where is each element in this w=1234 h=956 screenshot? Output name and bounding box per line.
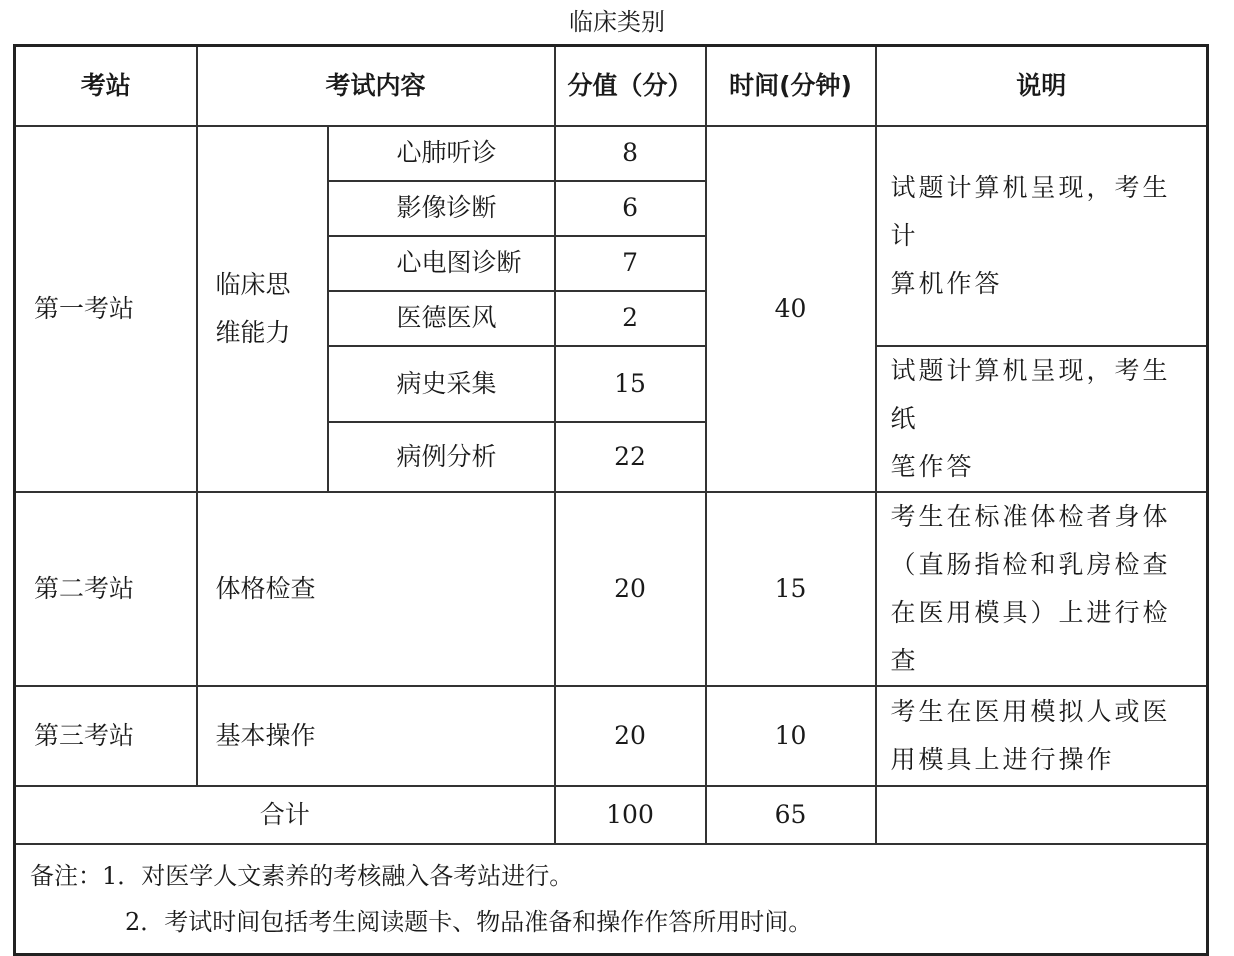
header-station: 考站 — [15, 46, 197, 126]
station2-note-line1: 考生在标准体检者身体 — [890, 501, 1171, 531]
item-score: 8 — [555, 126, 706, 181]
remark-line1: 备注：1．对医学人文素养的考核融入各考站进行。 — [30, 861, 574, 890]
station1-name: 第一考站 — [15, 126, 197, 492]
station1-note-a-line2: 算机作答 — [890, 268, 1003, 298]
item-label: 心肺听诊 — [328, 126, 555, 181]
item-score: 22 — [555, 422, 706, 492]
item-score: 15 — [555, 346, 706, 422]
header-note: 说明 — [876, 46, 1208, 126]
table-row — [15, 686, 1208, 786]
total-note — [876, 786, 1208, 844]
station1-note-b-line2: 笔作答 — [890, 451, 975, 481]
station3-score: 20 — [555, 686, 706, 786]
station2-score: 20 — [555, 492, 706, 686]
total-row — [15, 786, 1208, 844]
station1-category — [197, 126, 328, 492]
station3-name: 第三考站 — [15, 686, 197, 786]
item-score: 6 — [555, 181, 706, 236]
station2-name: 第二考站 — [15, 492, 197, 686]
station3-note — [876, 686, 1208, 786]
station2-time: 15 — [706, 492, 876, 686]
header-score: 分值（分） — [555, 46, 706, 126]
remarks-row — [15, 844, 1208, 955]
station1-note-b — [876, 346, 1208, 492]
header-row — [15, 46, 1208, 126]
station2-note-line3: 在医用模具）上进行检查 — [890, 597, 1171, 675]
station1-category-line2: 维能力 — [215, 317, 291, 347]
station2-note-line2: （直肠指检和乳房检查 — [890, 549, 1171, 579]
station3-note-line2: 用模具上进行操作 — [890, 744, 1115, 774]
station2-note — [876, 492, 1208, 686]
station3-content: 基本操作 — [197, 686, 555, 786]
item-score: 7 — [555, 236, 706, 291]
item-label: 病史采集 — [328, 346, 555, 422]
station1-category-line1: 临床思 — [215, 269, 291, 299]
table-row — [15, 126, 1208, 181]
total-label: 合计 — [15, 786, 555, 844]
header-content: 考试内容 — [197, 46, 555, 126]
total-time: 65 — [706, 786, 876, 844]
item-label: 病例分析 — [328, 422, 555, 492]
station3-note-line1: 考生在医用模拟人或医 — [890, 696, 1171, 726]
item-label: 影像诊断 — [328, 181, 555, 236]
station1-note-a — [876, 126, 1208, 346]
station3-time: 10 — [706, 686, 876, 786]
remarks — [15, 844, 1208, 955]
item-label: 医德医风 — [328, 291, 555, 346]
station1-time: 40 — [706, 126, 876, 492]
remark-line2: 2．考试时间包括考生阅读题卡、物品准备和操作作答所用时间。 — [125, 907, 813, 936]
station1-note-b-line1: 试题计算机呈现，考生纸 — [890, 355, 1171, 433]
exam-table — [13, 44, 1209, 956]
station2-content: 体格检查 — [197, 492, 555, 686]
table-title: 临床类别 — [569, 8, 665, 36]
station1-note-a-line1: 试题计算机呈现，考生计 — [890, 172, 1171, 250]
item-label: 心电图诊断 — [328, 236, 555, 291]
total-score: 100 — [555, 786, 706, 844]
item-score: 2 — [555, 291, 706, 346]
header-time: 时间(分钟) — [706, 46, 876, 126]
table-row — [15, 492, 1208, 686]
